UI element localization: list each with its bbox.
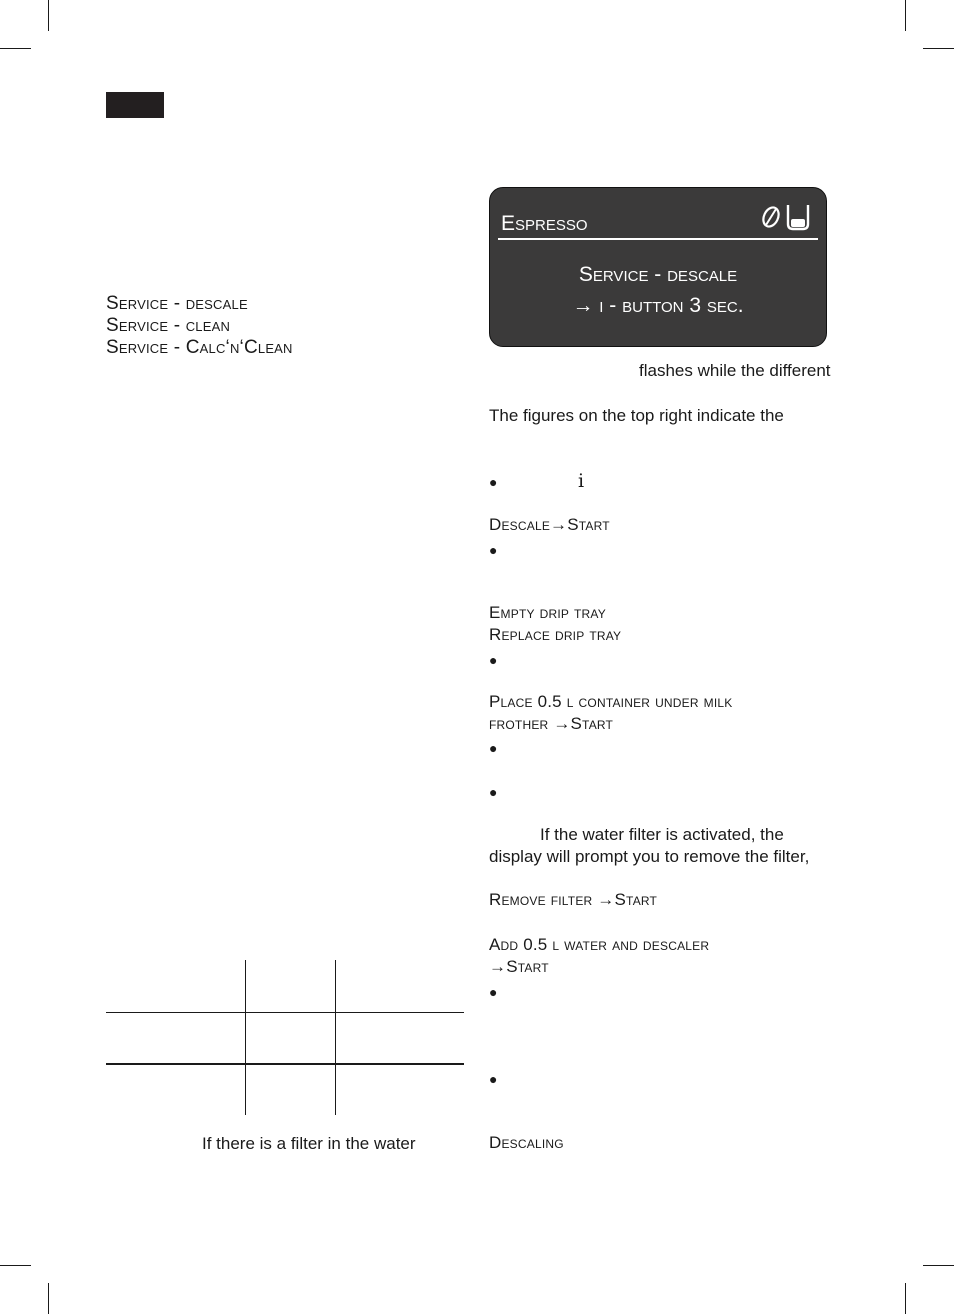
message-empty-drip-tray: Empty drip tray	[489, 603, 606, 622]
display-message-line2: → i - button 3 sec.	[572, 294, 744, 317]
message-descaling: Descaling	[489, 1133, 564, 1152]
service-message-clean: Service - clean	[106, 315, 231, 336]
bullet: ●	[489, 1071, 498, 1087]
service-message-calcnclean: Service - Calc‘n‘Clean	[106, 337, 293, 358]
table-divider	[106, 1063, 464, 1065]
machine-display	[489, 187, 827, 347]
water-filter-note-line2: display will prompt you to remove the filter,	[489, 847, 810, 866]
message-descale-start: Descale→Start	[489, 515, 610, 534]
bullet: ●	[489, 652, 498, 668]
message-replace-drip-tray: Replace drip tray	[489, 625, 622, 644]
crop-mark	[48, 0, 49, 31]
crop-mark	[0, 48, 31, 49]
info-button-symbol: i	[578, 470, 585, 492]
table-divider	[106, 1012, 464, 1013]
bullet: ●	[489, 474, 498, 490]
message-add-water-line1: Add 0.5 l water and descaler	[489, 935, 710, 954]
table-divider	[335, 960, 336, 1115]
display-message-line1: Service - descale	[578, 263, 738, 286]
crop-mark	[48, 1283, 49, 1314]
bullet: ●	[489, 784, 498, 800]
flashes-text: flashes while the different	[639, 361, 831, 380]
crop-mark	[923, 48, 954, 49]
service-message-descale: Service - descale	[106, 293, 248, 314]
display-title: Espresso	[501, 212, 588, 235]
bullet: ●	[489, 542, 498, 558]
figures-text: The figures on the top right indicate the	[489, 406, 784, 425]
message-place-container-line2: frother →Start	[489, 714, 614, 733]
crop-mark	[905, 1283, 906, 1314]
crop-mark	[905, 0, 906, 31]
filter-note: If there is a filter in the water	[202, 1134, 416, 1153]
table-divider	[245, 960, 246, 1115]
crop-mark	[923, 1265, 954, 1266]
display-divider	[498, 238, 818, 240]
water-filter-note-line1: If the water filter is activated, the	[540, 825, 784, 844]
crop-mark	[0, 1265, 31, 1266]
cup-icon	[786, 202, 810, 232]
bullet: ●	[489, 984, 498, 1000]
display-icons	[760, 202, 810, 232]
coffee-bean-icon	[760, 202, 782, 230]
message-remove-filter: Remove filter →Start	[489, 890, 658, 909]
message-add-water-line2: →Start	[489, 957, 549, 976]
bullet: ●	[489, 740, 498, 756]
message-place-container-line1: Place 0.5 l container under milk	[489, 692, 733, 711]
language-tab-marker	[106, 92, 164, 118]
